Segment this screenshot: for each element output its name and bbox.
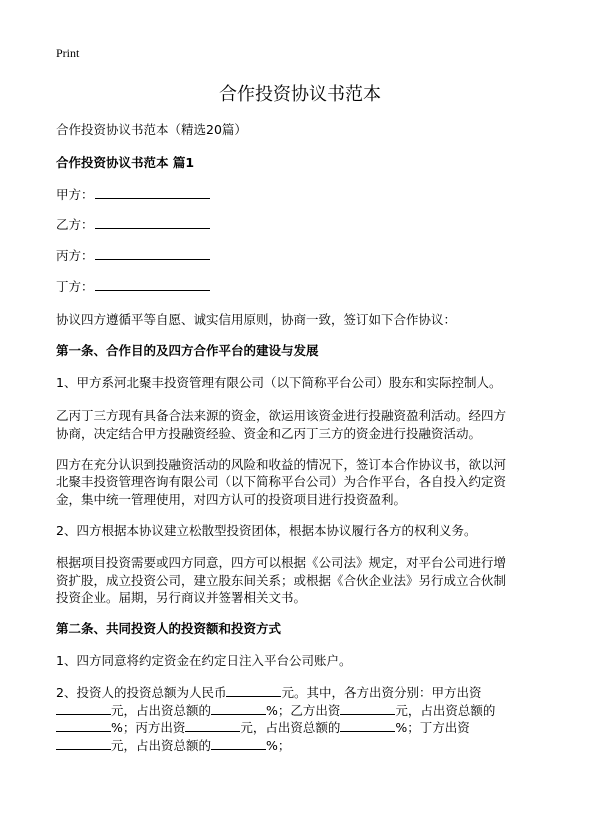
party-d-amount-blank bbox=[56, 737, 111, 750]
investment-text: 元，占出资总额的 bbox=[395, 703, 496, 718]
investment-line-3 bbox=[56, 718, 470, 736]
paragraph-3-line-1: 四方在充分认识到投融资活动的风险和收益的情况下，签订本合作协议书，欲以河 bbox=[56, 457, 507, 472]
paragraph-5-line-1: 根据项目投资需要或四方同意，四方可以根据《公司法》规定，对平台公司进行增 bbox=[56, 555, 507, 570]
party-c-label: 丙方： bbox=[56, 248, 94, 263]
party-a-percent-blank bbox=[211, 702, 266, 715]
intro-paragraph: 协议四方遵循平等自愿、诚实信用原则，协商一致，签订如下合作协议： bbox=[56, 312, 457, 327]
investment-text: %； bbox=[266, 738, 291, 753]
investment-line-1 bbox=[56, 683, 481, 701]
party-a-label: 甲方： bbox=[56, 187, 94, 202]
party-c-field bbox=[56, 246, 210, 264]
investment-text: %；乙方出资 bbox=[266, 703, 341, 718]
document-subtitle: 合作投资协议书范本（精选20篇） bbox=[56, 122, 247, 137]
investment-text: %；丁方出资 bbox=[395, 720, 470, 735]
party-d-percent-blank bbox=[211, 737, 266, 750]
investment-text: 2、投资人的投资总额为人民币 bbox=[56, 685, 227, 700]
total-amount-blank bbox=[226, 684, 281, 697]
party-b-percent-blank bbox=[56, 719, 111, 732]
investment-text: 元，占出资总额的 bbox=[111, 738, 212, 753]
document-title: 合作投资协议书范本 bbox=[219, 84, 381, 105]
print-link[interactable]: Print bbox=[56, 46, 80, 60]
investment-line-2 bbox=[56, 701, 495, 719]
paragraph-1: 1、甲方系河北聚丰投资管理有限公司（以下简称平台公司）股东和实际控制人。 bbox=[56, 375, 502, 390]
paragraph-6: 1、四方同意将约定资金在约定日注入平台公司账户。 bbox=[56, 653, 352, 668]
paragraph-3-line-3: 金，集中统一管理使用，对四方认可的投资项目进行投资盈利。 bbox=[56, 492, 407, 507]
party-d-blank bbox=[95, 278, 210, 291]
paragraph-5-line-2: 资扩股，成立投资公司，建立股东间关系；或根据《合伙企业法》另行成立合伙制 bbox=[56, 573, 507, 588]
party-d-label: 丁方： bbox=[56, 279, 94, 294]
paragraph-3-line-2: 北聚丰投资管理咨询有限公司（以下简称平台公司）为合作平台，各自投入约定资 bbox=[56, 474, 507, 489]
article-1-heading: 第一条、合作目的及四方合作平台的建设与发展 bbox=[56, 343, 319, 358]
section-heading: 合作投资协议书范本 篇1 bbox=[56, 155, 195, 170]
paragraph-2-line-1: 乙丙丁三方现有具备合法来源的资金，欲运用该资金进行投融资盈利活动。经四方 bbox=[56, 408, 507, 423]
party-d-field bbox=[56, 277, 210, 295]
party-c-percent-blank bbox=[340, 719, 395, 732]
party-a-field bbox=[56, 185, 210, 203]
investment-text: 元，占出资总额的 bbox=[111, 703, 212, 718]
party-c-blank bbox=[95, 247, 210, 260]
investment-text: %；丙方出资 bbox=[111, 720, 186, 735]
party-a-blank bbox=[95, 186, 210, 199]
investment-line-4 bbox=[56, 736, 290, 754]
party-b-field bbox=[56, 215, 210, 233]
party-b-blank bbox=[95, 216, 210, 229]
paragraph-4: 2、四方根据本协议建立松散型投资团体，根据本协议履行各方的权利义务。 bbox=[56, 523, 477, 538]
party-b-label: 乙方： bbox=[56, 217, 94, 232]
paragraph-5-line-3: 投资企业。届期，另行商议并签署相关文书。 bbox=[56, 590, 307, 605]
paragraph-2-line-2: 协商，决定结合甲方投融资经验、资金和乙丙丁三方的资金进行投融资活动。 bbox=[56, 426, 482, 441]
investment-text: 元，占出资总额的 bbox=[240, 720, 341, 735]
party-a-amount-blank bbox=[56, 702, 111, 715]
investment-text: 元。其中，各方出资分别：甲方出资 bbox=[281, 685, 482, 700]
article-2-heading: 第二条、共同投资人的投资额和投资方式 bbox=[56, 621, 282, 636]
party-c-amount-blank bbox=[185, 719, 240, 732]
party-b-amount-blank bbox=[340, 702, 395, 715]
